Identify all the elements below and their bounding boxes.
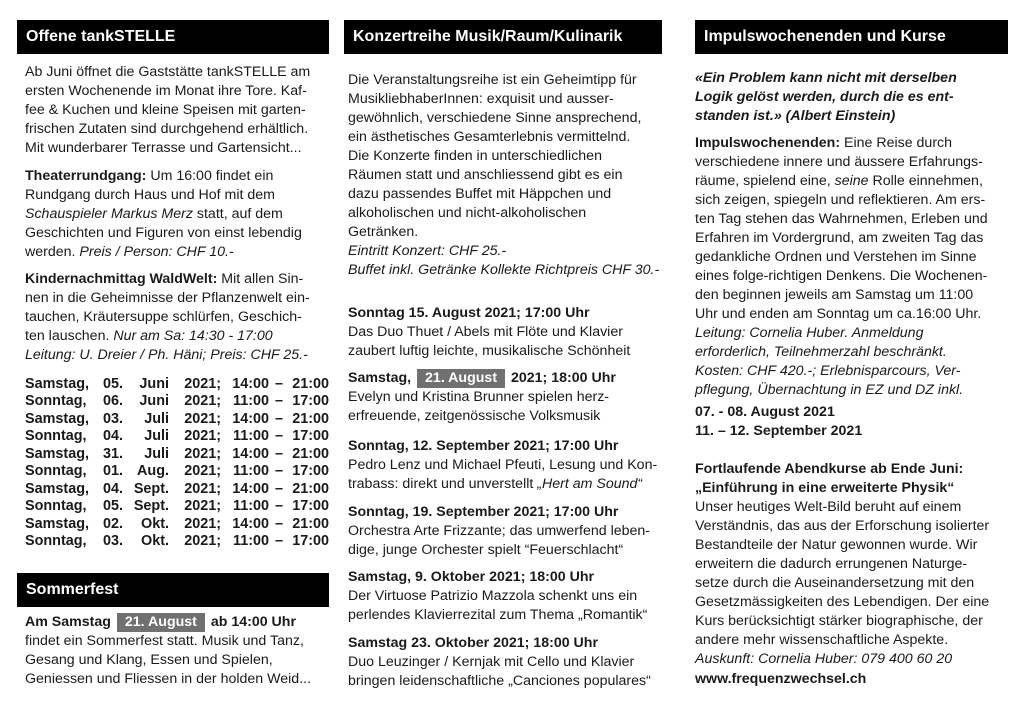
kindernachmittag-text: Kindernachmittag WaldWelt: Mit allen Sin- nen in die Geheimnisse der Pflanzenwelt ein- tauchen, Kräutersuppe schlürfen, Geschich- ten lauschen. Nur am Sa: 14:30 - 17:00 Leitung: U. Dreier / Ph. Häni; Preis: CHF 25.- — [25, 271, 310, 363]
header-konzertreihe: Konzertreihe Musik/Raum/Kulinarik — [344, 20, 662, 54]
concert-2-date-highlight: 21. August — [417, 369, 505, 388]
date-row: Samstag, 04. Sept. 2021; 14:00 – 21:00 — [25, 481, 329, 497]
date-row: Sonntag, 03. Okt. 2021; 11:00 – 17:00 — [25, 533, 329, 549]
concert-4-title: Sonntag, 19. September 2021; 17:00 Uhr — [348, 504, 619, 520]
intro-tankstelle: Ab Juni öffnet die Gaststätte tankSTELLE am ersten Wochenende im Monat ihre Tore. Kaf- fee & Kuchen und kleine Speisen mit garten- frischen Zutaten sind durchgehend erhältlich. Mit wunderbarer Terrasse und Gartensicht... — [25, 64, 311, 156]
date-row: Sonntag, 06. Juni 2021; 11:00 – 17:00 — [25, 393, 329, 409]
date-row: Samstag, 31. Juli 2021; 14:00 – 21:00 — [25, 446, 329, 462]
concert-1-title: Sonntag 15. August 2021; 17:00 Uhr — [348, 305, 590, 321]
dates-table-tankstelle — [25, 376, 329, 550]
price-buffet: Buffet inkl. Getränke Kollekte Richtpreis CHF 30.- — [348, 262, 660, 278]
impuls-dates: 07. - 08. August 2021 11. – 12. September 2021 — [695, 404, 863, 439]
price-konzert: Eintritt Konzert: CHF 25.- — [348, 243, 507, 259]
date-row: Sonntag, 01. Aug. 2021; 11:00 – 17:00 — [25, 463, 329, 479]
impulswochenenden-title: Impulswochenenden: — [695, 135, 841, 151]
date-row: Sonntag, 05. Sept. 2021; 11:00 – 17:00 — [25, 498, 329, 514]
website-link[interactable]: www.frequenzwechsel.ch — [695, 671, 867, 687]
sommerfest-text: Am Samstag 21. August ab 14:00 Uhr findet ein Sommerfest statt. Musik und Tanz, Gesang und Klang, Essen und Spielen, Geniessen und Fliessen in der holden Weid... — [25, 614, 312, 687]
date-row: Samstag, 02. Okt. 2021; 14:00 – 21:00 — [25, 516, 329, 532]
concert-2: Samstag, 21. August 2021; 18:00 Uhr Evelyn und Kristina Brunner spielen herz- erfreuende, zeitgenössische Volksmusik — [348, 370, 616, 424]
theaterrundgang-title: Theaterrundgang: — [25, 168, 147, 184]
concert-6-title: Samstag 23. Oktober 2021; 18:00 Uhr — [348, 635, 598, 651]
concert-6: Samstag 23. Oktober 2021; 18:00 Uhr Duo Leuzinger / Kernjak mit Cello und Klavier bringen leidenschaftliche „Canciones populares“ — [348, 635, 651, 689]
header-offene-tankstelle: Offene tankSTELLE — [17, 20, 329, 54]
abendkurse-title: Fortlaufende Abendkurse ab Ende Juni: — [695, 461, 964, 477]
concert-5: Samstag, 9. Oktober 2021; 18:00 Uhr Der Virtuose Patrizio Mazzola schenkt uns ein perlendes Klavierrezital zum Thema „Romantik“ — [348, 569, 648, 623]
abendkurse-text: Fortlaufende Abendkurse ab Ende Juni: „Einführung in eine erweiterte Physik“ Unser heutiges Welt-Bild beruht auf einem Verständnis, das aus der Erforschung isolierter Bestandteile der Natur gewonnen wurde. Wir erweitern die dadurch errungenen Naturge- setze durch die Auseinandersetzung mit den Gesetzmässigkeiten des Lebendigen. Der eine Kurs berücksichtigt stärker biographische, der andere mehr wissenschaftliche Aspekte. Auskunft: Cornelia Huber: 079 400 60 20 — [695, 461, 990, 667]
concert-4: Sonntag, 19. September 2021; 17:00 Uhr Orchestra Arte Frizzante; das umwerfend leben- dige, junge Orchester spielt “Feuerschlacht“ — [348, 504, 651, 558]
concert-3: Sonntag, 12. September 2021; 17:00 Uhr Pedro Lenz und Michael Pfeuti, Lesung und Kon- trabass: direkt und unverstellt „Hert am Sound“ — [348, 438, 658, 492]
date-row: Samstag, 03. Juli 2021; 14:00 – 21:00 — [25, 411, 329, 427]
intro-konzertreihe: Die Veranstaltungsreihe ist ein Geheimtipp für MusikliebhaberInnen: exquisit und ausser- gewöhnlich, verschiedene Sinne ansprechend, ein ästhetisches Gesamterlebnis vermittelnd. Die Konzerte finden in unterschiedlichen Räumen statt und anschliessend gibt es ein dazu passendes Buffet mit Häppchen und alkoholischen und nicht-alkoholischen Getränken. Eintritt Konzert: CHF 25.- Buffet inkl. Getränke Kollekte Richtpreis CHF 30.- — [348, 72, 660, 278]
concert-1: Sonntag 15. August 2021; 17:00 Uhr Das Duo Thuet / Abels mit Flöte und Klavier zaubert luftig leichte, musikalische Schönheit — [348, 305, 631, 359]
theaterrundgang-text: Theaterrundgang: Um 16:00 findet ein Rundgang durch Haus und Hof mit dem Schauspieler Markus Merz statt, auf dem Geschichten und Figuren von einst lebendig werden. Preis / Person: CHF 10.- — [25, 168, 302, 260]
date-row: Samstag, 05. Juni 2021; 14:00 – 21:00 — [25, 376, 329, 392]
abendkurse-contact: Auskunft: Cornelia Huber: 079 400 60 20 — [695, 651, 953, 667]
header-sommerfest: Sommerfest — [17, 573, 329, 607]
concert-3-title: Sonntag, 12. September 2021; 17:00 Uhr — [348, 438, 619, 454]
impulswochenenden-text: Impulswochenenden: Eine Reise durch verschiedene innere und äussere Erfahrungs- räume, spielend eine, seine Rolle einnehmen, sich zeigen, spiegeln und reflektieren. Am ers- ten Tag stehen das Wahrnehmen, Erleben und Erfahren im Vordergrund, am zweiten Tag das gedankliche Ordnen und Verstehen im Sinne eines folge-richtigen Denkens. Die Wochenen- den beginnen jeweils am Samstag um 11:00 Uhr und enden am Sonntag um ca.16:00 Uhr. Leitung: Cornelia Huber. Anmeldung erforderlich, Teilnehmerzahl beschränkt. Kosten: CHF 420.-; Erlebnisparcours, Ver- pflegung, Übernachtung in EZ und DZ inkl. — [695, 135, 988, 398]
sommerfest-date-highlight: 21. August — [117, 613, 205, 632]
kindernachmittag-title: Kindernachmittag WaldWelt: — [25, 271, 218, 287]
date-row: Sonntag, 04. Juli 2021; 11:00 – 17:00 — [25, 428, 329, 444]
concert-5-title: Samstag, 9. Oktober 2021; 18:00 Uhr — [348, 569, 595, 585]
header-impulswochenenden: Impulswochenenden und Kurse — [695, 20, 1008, 54]
einstein-quote: «Ein Problem kann nicht mit derselben Logik gelöst werden, durch die es ent- standen ist.» (Albert Einstein) — [695, 70, 957, 124]
